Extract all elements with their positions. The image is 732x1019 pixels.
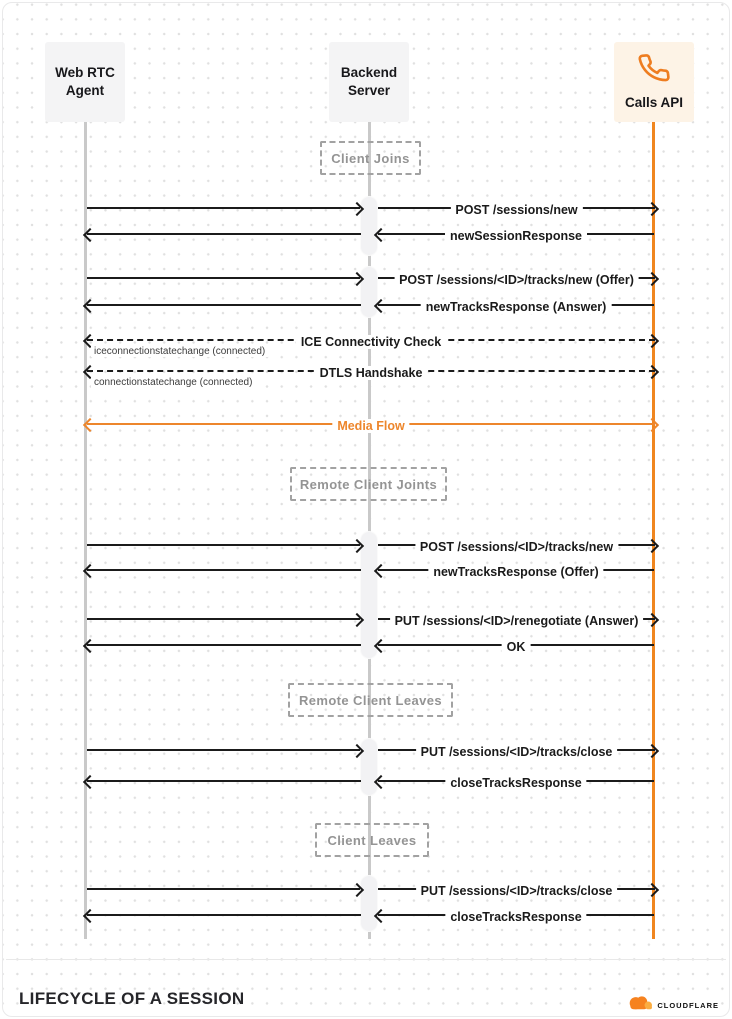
cloudflare-cloud-icon	[627, 994, 654, 1016]
cloudflare-wordmark: CLOUDFLARE	[657, 1000, 719, 1010]
message-label: Media Flow	[332, 419, 409, 433]
milestone-remote-client-joins	[290, 467, 447, 501]
arrow-line	[378, 203, 655, 217]
arrow-line	[378, 300, 654, 314]
actor-label: Server	[347, 83, 391, 98]
arrowhead-right-icon	[645, 202, 659, 216]
activation-bar	[361, 197, 377, 255]
arrowhead-right-icon	[645, 334, 659, 348]
arrow-line	[87, 304, 361, 306]
arrow-line	[87, 233, 361, 235]
actor-webrtc-agent	[45, 42, 125, 122]
phone-icon	[638, 52, 670, 89]
arrowhead-right-icon	[645, 883, 659, 897]
arrow-line	[378, 229, 654, 243]
footer-divider	[6, 959, 726, 960]
message-label: closeTracksResponse	[445, 776, 586, 790]
message-label: PUT /sessions/<ID>/tracks/close	[416, 884, 618, 898]
milestone-label: Remote Client Joints	[299, 476, 438, 492]
page-title: LIFECYCLE OF A SESSION	[19, 989, 245, 1008]
arrow-line	[378, 910, 654, 924]
arrow-line	[87, 618, 360, 620]
actor-calls-api	[614, 42, 694, 122]
actor-label: Agent	[65, 83, 105, 98]
message-label: DTLS Handshake	[315, 366, 428, 380]
arrowhead-right-icon	[645, 539, 659, 553]
message-label: newTracksResponse (Offer)	[428, 565, 603, 579]
message-label: POST /sessions/<ID>/tracks/new	[415, 540, 618, 554]
arrow-line	[87, 335, 655, 357]
arrow-line	[87, 780, 361, 782]
arrow-line	[378, 745, 655, 759]
arrow-line	[87, 644, 361, 646]
milestone-label: Client Leaves	[327, 832, 417, 848]
arrowhead-right-icon	[645, 272, 659, 286]
arrow-line	[378, 540, 655, 554]
arrow-line	[378, 884, 655, 898]
arrow-line	[378, 614, 655, 628]
actor-label: Calls API	[624, 94, 684, 110]
arrow-line	[87, 419, 655, 433]
diagram-card	[2, 2, 730, 1017]
message-label: PUT /sessions/<ID>/renegotiate (Answer)	[390, 614, 644, 628]
lifeline-webrtc-agent	[84, 122, 87, 939]
arrowhead-right-icon	[645, 418, 659, 432]
arrowhead-right-icon	[645, 744, 659, 758]
arrowhead-right-icon	[645, 365, 659, 379]
activation-bar	[361, 267, 377, 317]
arrow-line	[87, 277, 360, 279]
activation-bar	[361, 739, 377, 795]
actor-label: Web RTC	[55, 64, 115, 80]
message-label: POST /sessions/new	[450, 203, 582, 217]
activation-bar	[361, 532, 377, 658]
milestone-remote-client-leaves	[288, 683, 453, 717]
milestone-label: Remote Client Leaves	[298, 692, 443, 708]
message-label: OK	[502, 640, 531, 654]
arrowhead-right-icon	[645, 613, 659, 627]
milestone-client-leaves	[315, 823, 429, 857]
arrow-line	[87, 888, 360, 890]
cloudflare-logo	[627, 994, 719, 1016]
lifeline-calls-api	[652, 122, 655, 939]
message-label: closeTracksResponse	[445, 910, 586, 924]
arrow-line	[378, 273, 655, 287]
arrow-line	[87, 207, 360, 209]
arrow-line	[87, 544, 360, 546]
message-label: newSessionResponse	[445, 229, 587, 243]
arrow-line	[87, 914, 361, 916]
milestone-label: Client Joins	[331, 150, 410, 166]
message-label: ICE Connectivity Check	[296, 335, 446, 349]
message-label: newTracksResponse (Answer)	[421, 300, 612, 314]
arrow-line	[87, 569, 361, 571]
event-sublabel: connectionstatechange (connected)	[91, 377, 255, 388]
milestone-client-joins	[320, 141, 421, 175]
activation-bar	[361, 876, 377, 931]
arrow-line	[87, 749, 360, 751]
event-sublabel: iceconnectionstatechange (connected)	[91, 346, 268, 357]
arrow-line	[378, 776, 654, 790]
message-label: POST /sessions/<ID>/tracks/new (Offer)	[394, 273, 639, 287]
actor-backend-server	[329, 42, 409, 122]
arrow-line	[87, 366, 655, 388]
arrow-line	[378, 640, 654, 654]
message-label: PUT /sessions/<ID>/tracks/close	[416, 745, 618, 759]
arrow-line	[378, 565, 654, 579]
actor-label: Backend	[340, 64, 398, 80]
